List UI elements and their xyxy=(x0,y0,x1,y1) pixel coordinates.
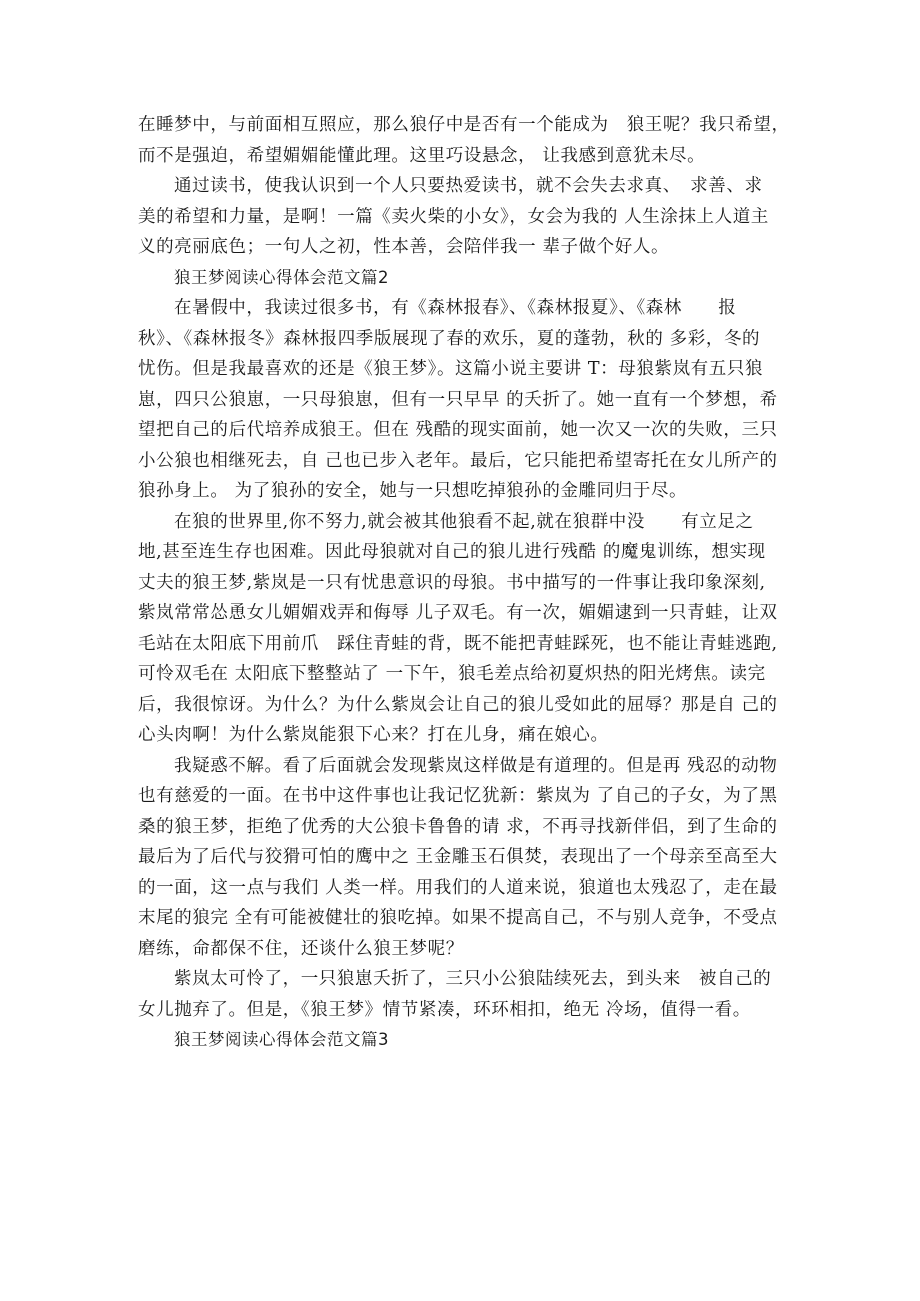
text-line: 小公狼也相继死去，自 己也已步入老年。最后，它只能把希望寄托在女儿所产的 xyxy=(138,450,778,471)
paragraph-continuation xyxy=(138,110,800,171)
text-line: 也有慈爱的一面。在书中这件事也让我记忆犹新：紫岚为 了自己的子女，为了黑 xyxy=(138,786,778,806)
text-line: 可怜双毛在 太阳底下整整站了 一下午，狼毛差点给初夏炽热的阳光烤焦。读完 xyxy=(138,664,766,684)
text-line: 忧伤。但是我最喜欢的还是《狼王梦》。这篇小说主要讲 T：母狼紫岚有五只狼 xyxy=(138,359,764,379)
text-line: 紫岚太可怜了，一只狼崽夭折了，三只小公狼陆续死去，到头来 被自己的 xyxy=(174,969,772,989)
paragraph xyxy=(138,293,800,507)
text-line: 地,甚至连生存也困难。因此母狼就对自己的狼儿进行残酷 的魔鬼训练，想实现 xyxy=(138,542,766,562)
text-line: 秋》、《森林报冬》森林报四季版展现了春的欢乐，夏的蓬勃，秋的 多彩，冬的 xyxy=(138,328,761,349)
section-heading: 狼王梦阅读心得体会范文篇2 xyxy=(174,267,389,287)
text-line: 心头肉啊！为什么紫岚能狠下心来？打在儿身，痛在娘心。 xyxy=(138,725,609,745)
text-line: 的一面，这一点与我们 人类一样。用我们的人道来说，狼道也太残忍了，走在最 xyxy=(138,877,778,898)
text-line: 义的亮丽底色；一句人之初，性本善，会陪伴我一 辈子做个好人。 xyxy=(138,237,670,257)
text-line: 磨练，命都保不住，还谈什么狼王梦呢？ xyxy=(138,938,464,959)
text-line: 丈夫的狼王梦,紫岚是一只有忧患意识的母狼。书中描写的一件事让我印象深刻, xyxy=(138,572,766,593)
text-line: 美的希望和力量，是啊！一篇《卖火柴的小女》，女会为我的 人生涂抹上人道主 xyxy=(138,206,769,227)
paragraph xyxy=(138,507,800,751)
text-line: 在狼的世界里,你不努力,就会被其他狼看不起,就在狼群中没 有立足之 xyxy=(174,511,754,532)
text-line: 最后为了后代与狡猾可怕的鹰中之 王金雕玉石俱焚，表现出了一个母亲至高至大 xyxy=(138,847,778,867)
text-line: 桑的狼王梦，拒绝了优秀的大公狼卡鲁鲁的请 求，不再寻找新伴侣，到了生命的 xyxy=(138,816,778,837)
text-line: 在暑假中，我读过很多书，有《森林报春》、《森林报夏》、《森林 报 xyxy=(174,298,737,318)
text-line: 狼孙身上。 为了狼孙的安全，她与一只想吃掉狼孙的金雕同归于尽。 xyxy=(138,481,688,501)
section-heading: 狼王梦阅读心得体会范文篇3 xyxy=(174,1030,389,1049)
text-line: 通过读书，使我认识到一个人只要热爱读书，就不会失去求真、 求善、求 xyxy=(174,176,763,196)
paragraph xyxy=(138,964,800,1025)
text-line: 望把自己的后代培养成狼王。但在 残酷的现实面前，她一次又一次的失败，三只 xyxy=(138,420,778,440)
text-line: 末尾的狼完 全有可能被健壮的狼吃掉。如果不提高自己，不与别人竞争，不受点 xyxy=(138,908,778,928)
paragraph xyxy=(138,751,800,965)
text-line: 女儿抛弃了。但是，《狼王梦》情节紧凑，环环相扣，绝无 冷场，值得一看。 xyxy=(138,999,751,1020)
text-line: 我疑惑不解。看了后面就会发现紫岚这样做是有道理的。但是再 残忍的动物 xyxy=(174,755,778,776)
text-line: 崽，四只公狼崽，一只母狼崽，但有一只早早 的夭折了。她一直有一个梦想，希 xyxy=(138,389,778,410)
text-line: 紫岚常常怂恿女儿媚媚戏弄和侮辱 儿子双毛。有一次，媚媚逮到一只青蛙，让双 xyxy=(138,603,778,623)
text-line: 在睡梦中，与前面相互照应，那么狼仔中是否有一个能成为 狼王呢？我只希望， xyxy=(138,115,790,135)
text-line: 后，我很惊讶。为什么？为什么紫岚会让自己的狼儿受如此的屈辱？那是自 己的 xyxy=(138,694,778,715)
paragraph xyxy=(138,171,800,263)
text-line: 毛站在太阳底下用前爪 踩住青蛙的背，既不能把青蛙踩死，也不能让青蛙逃跑, xyxy=(138,633,778,654)
text-line: 而不是强迫，希望媚媚能懂此理。这里巧设悬念， 让我感到意犹未尽。 xyxy=(138,145,706,166)
